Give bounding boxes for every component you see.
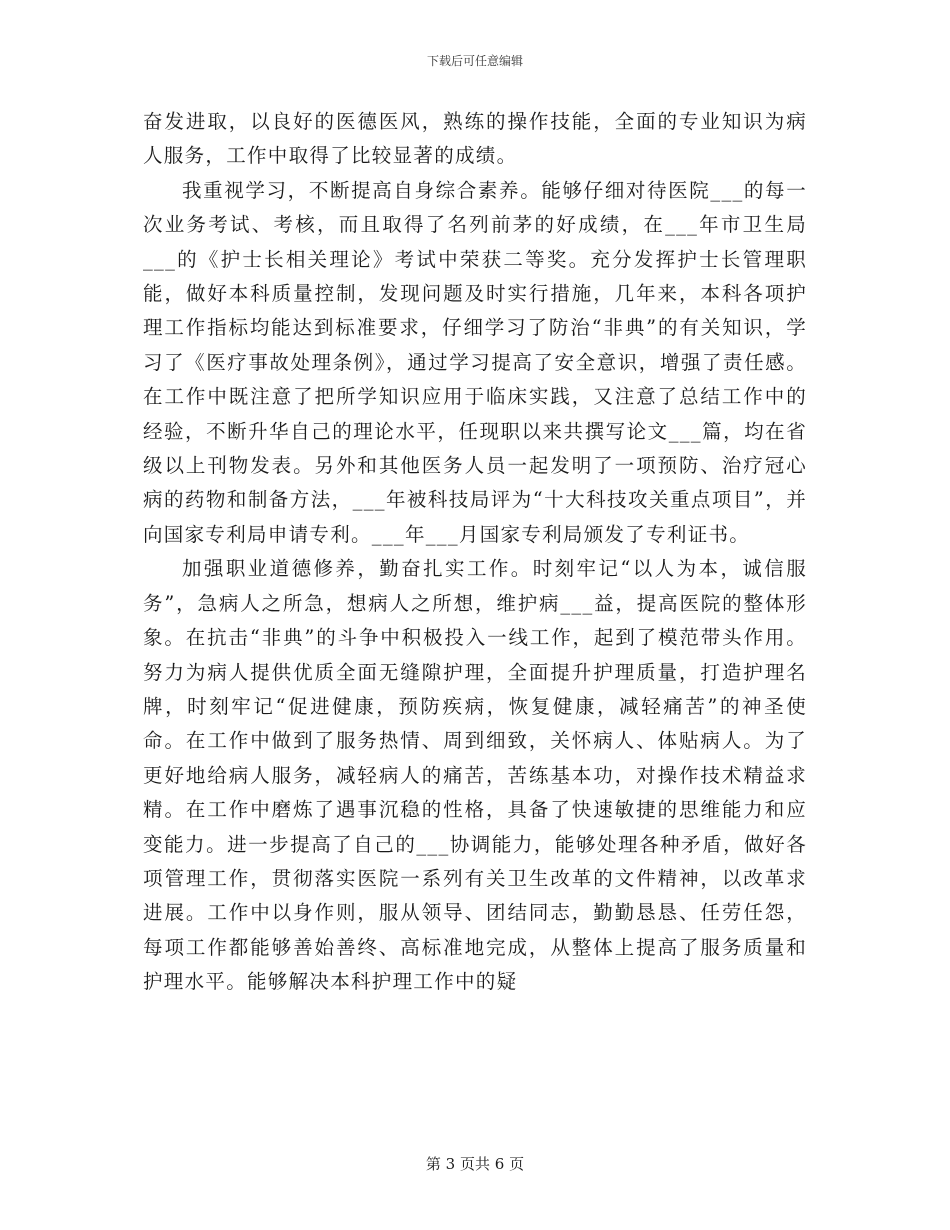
paragraph-study: 我重视学习，不断提高自身综合素养。能够仔细对待医院___的每一次业务考试、考核，而且取得了名列前茅的好成绩，在___年市卫生局___的《护士长相关理论》考试中荣获二等奖。充分发挥护士长管理职能，做好本科质量控制，发现问题及时实行措施，几年来，本科各项护理工作指标均能达到标准要求，仔细学习了防治“非典”的有关知识，学习了《医疗事故处理条例》，通过学习提高了安全意识，增强了责任感。在工作中既注意了把所学知识应用于临床实践，又注意了总结工作中的经验，不断升华自己的理论水平，任现职以来共撰写论文___篇，均在省级以上刊物发表。另外和其他医务人员一起发明了一项预防、治疗冠心病的药物和制备方法，___年被科技局评为“十大科技攻关重点项目”，并向国家专利局申请专利。___年___月国家专利局颁发了专利证书。 [143,178,807,546]
paragraph-ethics: 加强职业道德修养，勤奋扎实工作。时刻牢记“以人为本，诚信服务”，急病人之所急，想病人之所想，维护病___益，提高医院的整体形象。在抗击“非典”的斗争中积极投入一线工作，起到了模范带头作用。努力为病人提供优质全面无缝隙护理，全面提升护理质量，打造护理名牌，时刻牢记“促进健康，预防疾病，恢复健康，减轻痛苦”的神圣使命。在工作中做到了服务热情、周到细致，关怀病人、体贴病人。为了更好地给病人服务，减轻病人的痛苦，苦练基本功，对操作技术精益求精。在工作中磨炼了遇事沉稳的性格，具备了快速敏捷的思维能力和应变能力。进一步提高了自己的___协调能力，能够处理各种矛盾，做好各项管理工作，贯彻落实医院一系列有关卫生改革的文件精神，以改革求进展。工作中以身作则，服从领导、团结同志，勤勤恳恳、任劳任怨，每项工作都能够善始善终、高标准地完成，从整体上提高了服务质量和护理水平。能够解决本科护理工作中的疑 [143,557,807,994]
paragraph-continuation: 奋发进取，以良好的医德医风，熟练的操作技能，全面的专业知识为病人服务，工作中取得了比较显著的成绩。 [143,110,807,168]
document-body [143,105,807,1000]
page-number: 第 3 页共 6 页 [425,1155,525,1173]
page-header: 下载后可任意编辑 [426,54,523,68]
